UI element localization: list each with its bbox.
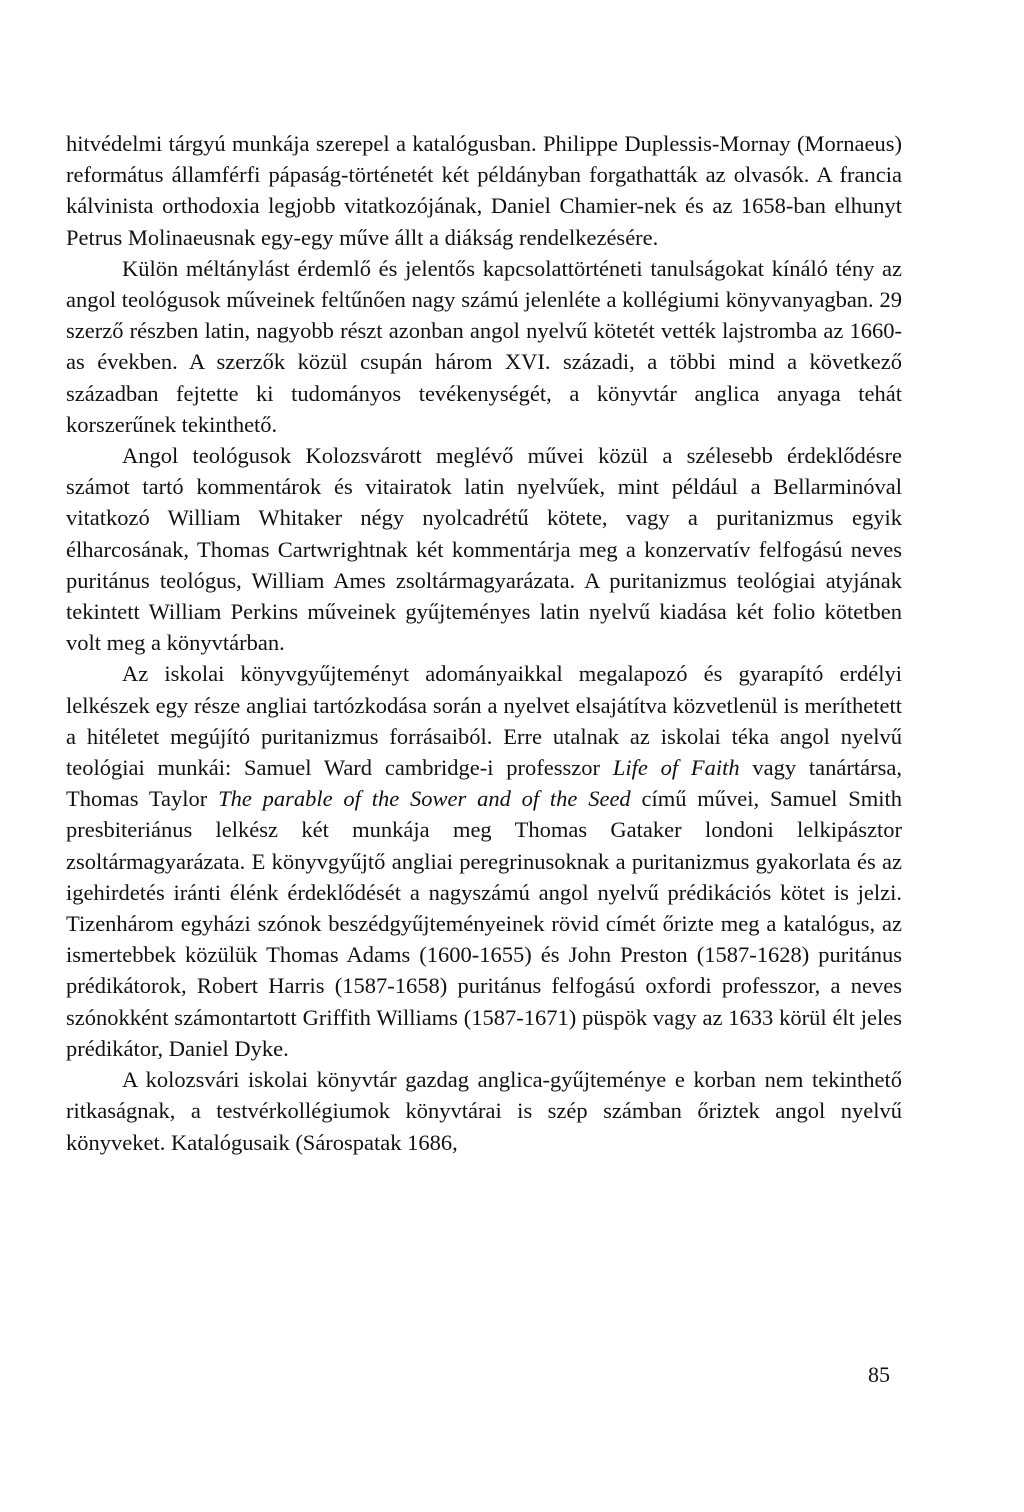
paragraph-text: Külön méltánylást érdemlő és jelentős kapcsolattörténeti tanulságokat kínáló tény az angol teológusok műveinek feltűnően nagy számú jelenléte a kollégiumi könyvanyagban. 29 szerző részben latin, nagyobb részt azonban angol nyelvű kötetét vették lajstromba az 1660-as években. A szerzők közül csupán három XVI. századi, a többi mind a következő században fejtette ki tudományos tevékenységét, a könyvtár anglica anyaga tehát korszerűnek tekinthető. bbox=[66, 255, 902, 437]
paragraph-text: Az iskolai könyvgyűjteményt adományaikkal megalapozó és gyarapító erdélyi lelkészek egy része angliai tartózkodása során a nyelvet elsajátítva közvetlenül is meríthetett a hitéletet megújító puritanizmus forrásaiból. Erre utalnak az iskolai téka angol nyelvű teológiai munkái: Samuel Ward cambridge-i professzor bbox=[66, 661, 902, 781]
paragraph-4 bbox=[66, 658, 902, 1064]
paragraph-text: A kolozsvári iskolai könyvtár gazdag anglica-gyűjteménye e korban nem tekinthető ritkaságnak, a testvérkollégiumok könyvtárai is szép számban őriztek angol nyelvű könyveket. Katalógusaik (Sárospatak 1686, bbox=[66, 1067, 902, 1155]
paragraph-5 bbox=[66, 1064, 902, 1158]
page-body bbox=[66, 128, 902, 1158]
paragraph-2 bbox=[66, 253, 902, 440]
paragraph-1 bbox=[66, 128, 902, 253]
paragraph-text: című művei, Samuel Smith presbiteriánus lelkész két munkája meg Thomas Gataker londoni lelkipásztor zsoltármagyarázata. E könyvgyűjtő angliai peregrinusoknak a puritanizmus gyakorlata és az igehirdetés iránti élénk érdeklődését a nagyszámú angol nyelvű prédikációs kötet is jelzi. Tizenhárom egyházi szónok beszédgyűjteményeinek rövid címét őrizte meg a katalógus, az ismertebbek közülük Thomas Adams (1600-1655) és John Preston (1587-1628) puritánus prédikátorok, Robert Harris (1587-1658) puritánus felfogású oxfordi professzor, a neves szónokként számontartott Griffith Williams (1587-1671) püspök vagy az 1633 körül élt jeles prédikátor, Daniel Dyke. bbox=[66, 786, 902, 1061]
paragraph-text: hitvédelmi tárgyú munkája szerepel a katalógusban. Philippe Duplessis-Mornay (Mornaeus) református államférfi pápaság-történetét két példányban forgathatták az olvasók. A francia kálvinista orthodoxia legjobb vitatkozójának, Daniel Chamier-nek és az 1658-ban elhunyt Petrus Molinaeusnak egy-egy műve állt a diákság rendelkezésére. bbox=[66, 131, 902, 250]
paragraph-text: Angol teológusok Kolozsvárott meglévő művei közül a szélesebb érdeklődésre számot tartó kommentárok és vitairatok latin nyelvűek, mint például a Bellarminóval vitatkozó William Whitaker négy nyolcadrétű kötete, vagy a puritanizmus egyik élharcosának, Thomas Cartwrightnak két kommentárja meg a konzervatív felfogású neves puritánus teológus, William Ames zsoltármagyarázata. A puritanizmus teológiai atyjának tekintett William Perkins műveinek gyűjteményes latin nyelvű kiadása két folio kötetben volt meg a könyvtárban. bbox=[66, 443, 902, 656]
paragraph-text: vagy tanártársa, Thomas Taylor bbox=[66, 755, 902, 812]
book-title-italic: Life of Faith bbox=[612, 755, 740, 781]
book-title-italic: The parable of the Sower and of the Seed bbox=[218, 786, 631, 812]
paragraph-3 bbox=[66, 440, 902, 658]
page-number: 85 bbox=[868, 1362, 890, 1387]
